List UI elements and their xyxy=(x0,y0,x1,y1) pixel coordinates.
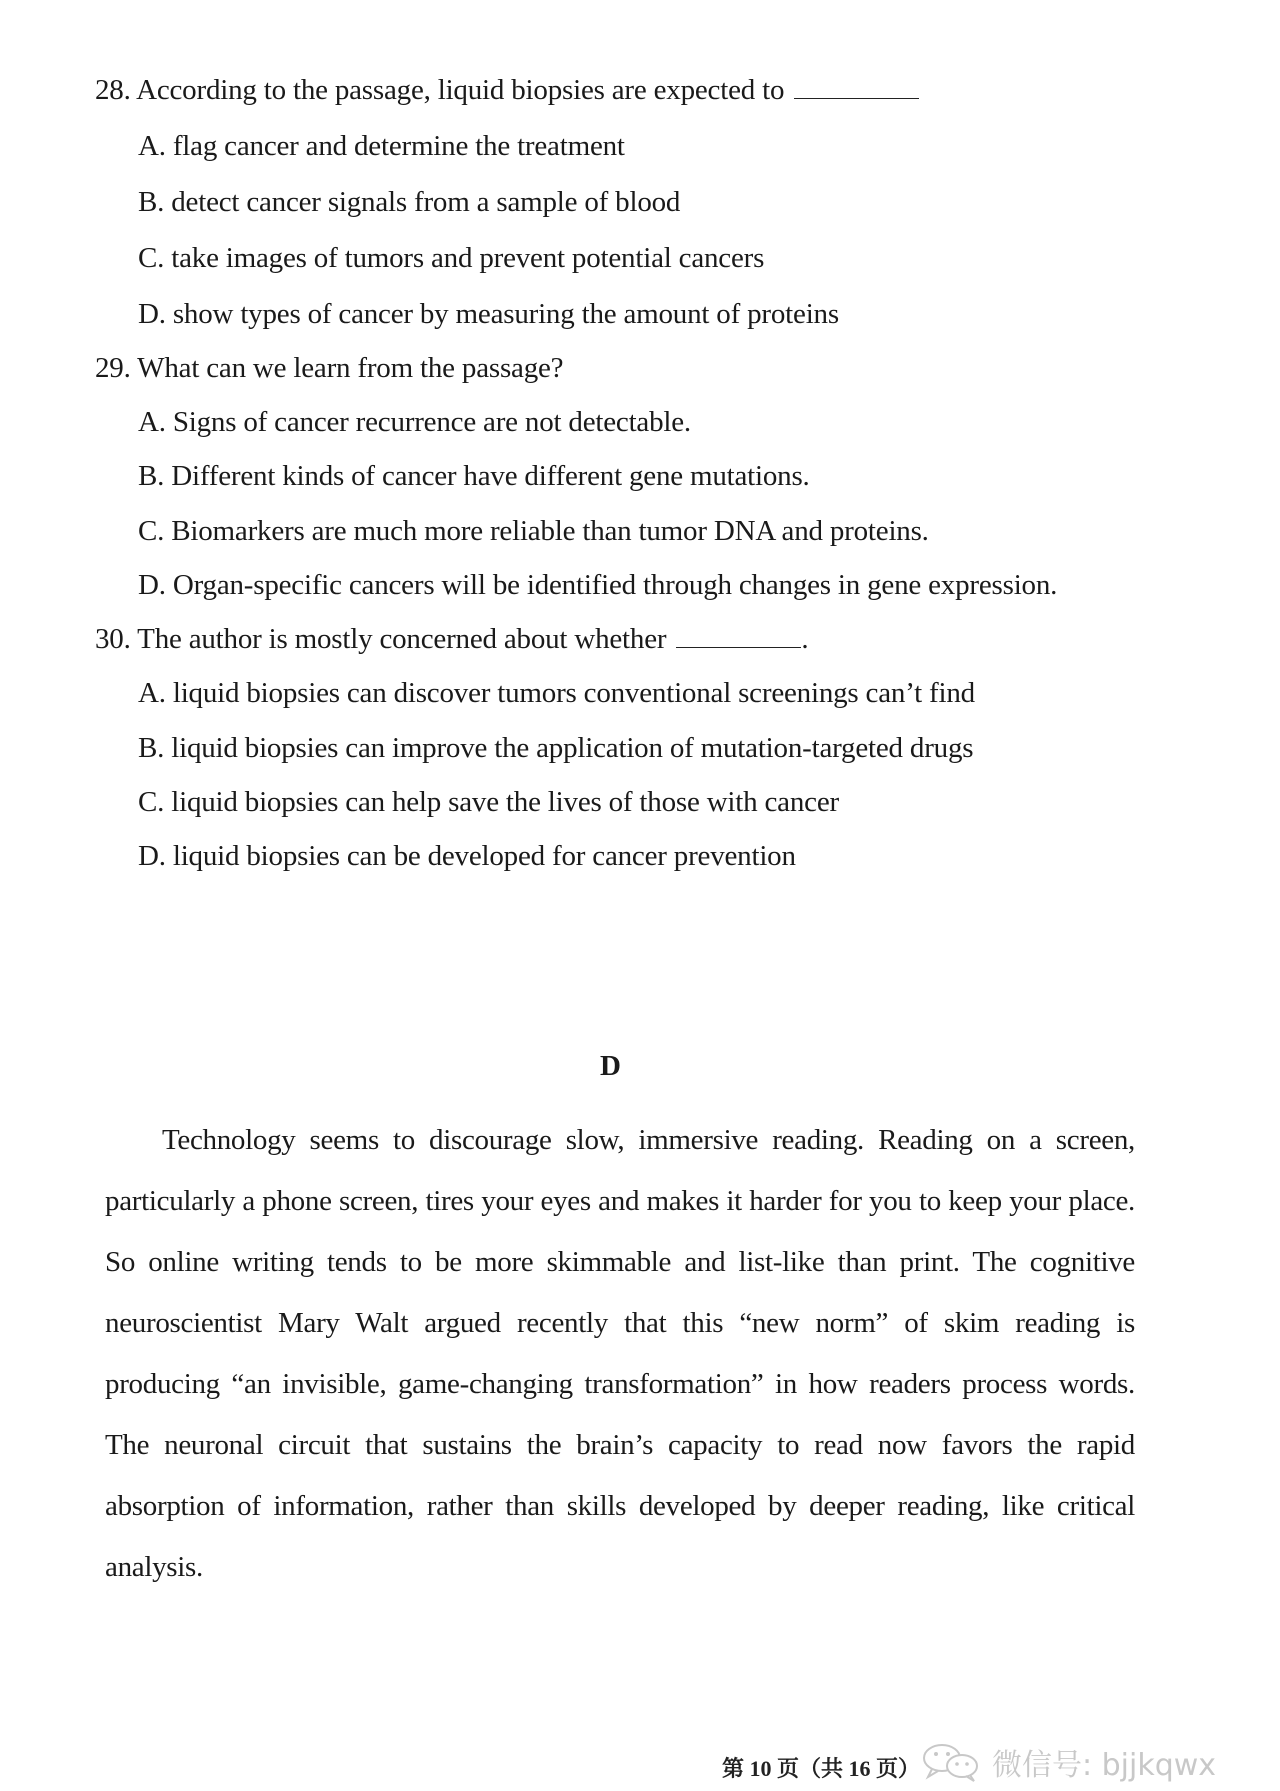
question-29-option-b: B. Different kinds of cancer have different gene mutations. xyxy=(138,460,810,492)
question-29-stem: 29. What can we learn from the passage? xyxy=(95,352,564,384)
blank-suffix: . xyxy=(801,623,809,655)
question-28-option-c: C. take images of tumors and prevent potential cancers xyxy=(138,242,765,274)
question-30-stem xyxy=(95,623,808,656)
answer-blank xyxy=(676,646,801,648)
watermark xyxy=(920,1740,1216,1784)
page-number: 第 10 页（共 16 页） xyxy=(722,1756,921,1781)
question-30-option-c: C. liquid biopsies can help save the lives of those with cancer xyxy=(138,786,839,818)
question-30-option-b: B. liquid biopsies can improve the application of mutation-targeted drugs xyxy=(138,732,974,764)
question-29-option-a: A. Signs of cancer recurrence are not detectable. xyxy=(138,406,691,438)
section-title: D xyxy=(600,1050,621,1082)
question-28-option-d: D. show types of cancer by measuring the amount of proteins xyxy=(138,298,839,330)
question-29-option-d: D. Organ-specific cancers will be identified through changes in gene expression. xyxy=(138,569,1058,601)
question-28-stem xyxy=(95,74,919,107)
wechat-icon xyxy=(920,1742,984,1782)
question-text: 28. According to the passage, liquid biopsies are expected to xyxy=(95,74,785,106)
question-28-option-a: A. flag cancer and determine the treatment xyxy=(138,130,625,162)
passage-paragraph xyxy=(105,1110,1135,1598)
question-28-option-b: B. detect cancer signals from a sample of blood xyxy=(138,186,681,218)
question-text: 30. The author is mostly concerned about whether xyxy=(95,623,667,655)
question-30-option-d: D. liquid biopsies can be developed for cancer prevention xyxy=(138,840,796,872)
watermark-text: 微信号: bjjkqwx xyxy=(992,1748,1217,1783)
passage-text: Technology seems to discourage slow, immersive reading. Reading on a screen, particularly a phone screen, tires your eyes and makes it harder for you to keep your place. So online writing tends to be more skimmable and list-like than print. The cognitive neuroscientist Mary Walt argued recently that this “new norm” of skim reading is producing “an invisible, game-changing transformation” in how readers process words. The neuronal circuit that sustains the brain’s capacity to read now favors the rapid absorption of information, rather than skills developed by deeper reading, like critical analysis. xyxy=(105,1124,1135,1583)
answer-blank xyxy=(794,97,919,99)
question-29-option-c: C. Biomarkers are much more reliable than tumor DNA and proteins. xyxy=(138,515,929,547)
question-30-option-a: A. liquid biopsies can discover tumors conventional screenings can’t find xyxy=(138,677,975,709)
